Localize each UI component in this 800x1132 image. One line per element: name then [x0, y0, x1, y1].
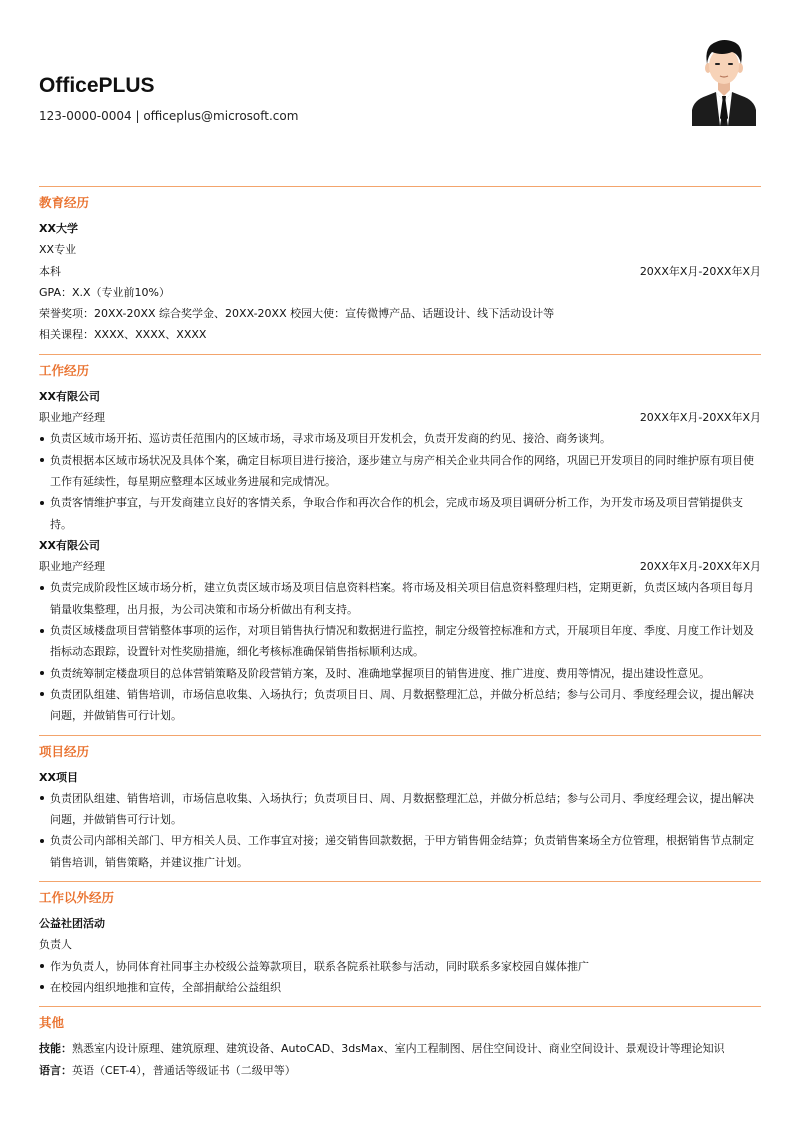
activity-bullets [39, 956, 761, 999]
gpa: GPA：X.X（专业前10%） [39, 285, 170, 299]
job-date: 20XX年X月-20XX年X月 [639, 560, 761, 574]
section-title: 教育经历 [39, 195, 90, 210]
project-name: XX项目 [39, 770, 78, 784]
activity-org: 公益社团活动 [39, 917, 105, 931]
activity-role: 负责人 [39, 938, 72, 952]
bullet-item: 负责公司内部相关部门、甲方相关人员、工作事宜对接；递交销售回款数据，于甲方销售佣金结算；负责销售案场全方位管理，根据销售节点制定销售培训，销售策略，并建议推广计划。 [39, 830, 761, 873]
job-date: 20XX年X月-20XX年X月 [639, 411, 761, 425]
job-entry [39, 535, 761, 727]
education-date: 20XX年X月-20XX年X月 [639, 264, 761, 278]
resume-body [39, 186, 761, 1081]
job-role: 职业地产经理 [39, 411, 105, 425]
honors: 荣誉奖项：20XX-20XX 综合奖学金、20XX-20XX 校园大使：宣传微博产品、话题设计、线下活动设计等 [39, 307, 555, 321]
school-name: XX大学 [39, 222, 78, 235]
courses: 相关课程：XXXX、XXXX、XXXX [39, 328, 207, 342]
job-bullets [39, 428, 761, 534]
education-section [39, 186, 761, 346]
job-entry [39, 386, 761, 535]
project-bullets [39, 788, 761, 873]
bullet-item: 负责区域楼盘项目营销整体事项的运作，对项目销售执行情况和数据进行监控，制定分级管控标准和方式，开展项目年度、季度、月度工作计划及指标动态跟踪，设置针对性奖励措施，细化考核标准确保销售指标顺利达成。 [39, 620, 761, 663]
major: XX专业 [39, 243, 77, 257]
extra-section [39, 881, 761, 998]
bullet-item: 负责统筹制定楼盘项目的总体营销策略及阶段营销方案，及时、准确地掌握项目的销售进度、推广进度、费用等情况，提出建设性意见。 [39, 663, 761, 684]
bullet-item: 作为负责人，协同体育社同事主办校级公益筹款项目，联系各院系社联参与活动，同时联系多家校园自媒体推广 [39, 956, 761, 977]
candidate-name: OfficePLUS [39, 74, 155, 97]
person-avatar-icon [692, 38, 756, 126]
language-line [39, 1060, 761, 1081]
skills-text: 熟悉室内设计原理、建筑原理、建筑设备、AutoCAD、3dsMax、室内工程制图、居住空间设计、商业空间设计、景观设计等理论知识 [72, 1042, 725, 1056]
company-name: XX有限公司 [39, 538, 100, 552]
other-section [39, 1006, 761, 1081]
work-section [39, 354, 761, 727]
bullet-item: 负责完成阶段性区域市场分析，建立负责区域市场及项目信息资料档案。将市场及相关项目信息资料整理归档，定期更新，负责区域内各项目每月销量收集整理，出月报，为公司决策和市场分析做出有利支持。 [39, 577, 761, 620]
bullet-item: 负责团队组建、销售培训，市场信息收集、入场执行；负责项目日、周、月数据整理汇总，并做分析总结；参与公司月、季度经理会议，提出解决问题，并做销售可行计划。 [39, 788, 761, 831]
skills-line [39, 1038, 761, 1059]
section-title: 其他 [39, 1015, 65, 1031]
section-title: 项目经历 [39, 743, 90, 759]
bullet-item: 负责根据本区域市场状况及具体个案，确定目标项目进行接洽，逐步建立与房产相关企业共同合作的网络，巩固已开发项目的同时维护原有项目使工作有延续性，每星期应整理本区域业务进展和完成情况。 [39, 450, 761, 493]
bullet-item: 负责区域市场开拓、巡访责任范围内的区域市场，寻求市场及项目开发机会，负责开发商的约见、接洽、商务谈判。 [39, 428, 761, 449]
role-row [39, 556, 761, 577]
bullet-item: 负责客情维护事宜，与开发商建立良好的客情关系，争取合作和再次合作的机会，完成市场及项目调研分析工作，为开发市场及项目营销提供支持。 [39, 492, 761, 535]
section-title: 工作经历 [39, 362, 90, 378]
degree-row [39, 261, 761, 282]
job-role: 职业地产经理 [39, 560, 105, 574]
role-row [39, 407, 761, 428]
section-title: 工作以外经历 [39, 890, 115, 906]
bullet-item: 在校园内组织地推和宣传，全部捐献给公益组织 [39, 977, 761, 998]
degree: 本科 [39, 264, 61, 278]
projects-section [39, 735, 761, 873]
language-label: 语言： [39, 1063, 72, 1077]
company-name: XX有限公司 [39, 389, 100, 403]
job-bullets [39, 577, 761, 726]
bullet-item: 负责团队组建、销售培训，市场信息收集、入场执行；负责项目日、周、月数据整理汇总，并做分析总结；参与公司月、季度经理会议，提出解决问题，并做销售可行计划。 [39, 684, 761, 727]
language-text: 英语（CET-4），普通话等级证书（二级甲等） [72, 1063, 296, 1077]
skills-label: 技能： [39, 1042, 72, 1056]
contact-info: 123-0000-0004 | officeplus@microsoft.com [39, 109, 299, 123]
